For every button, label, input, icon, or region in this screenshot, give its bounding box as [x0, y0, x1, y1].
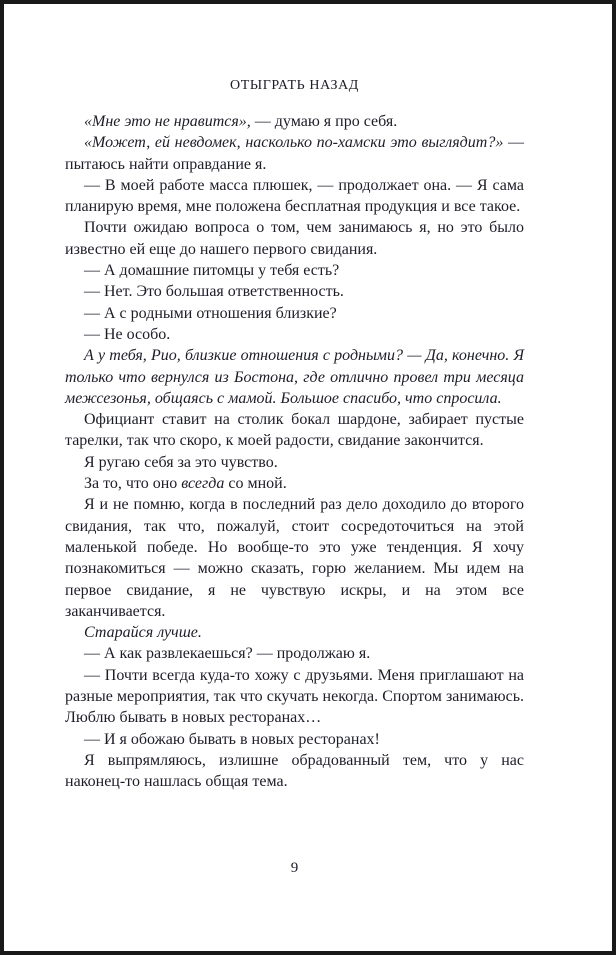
text-segment-italic: «Может, ей невдомек, насколько по-хамски это выглядит?»	[84, 134, 508, 152]
text-segment: Официант ставит на столик бокал шардоне, забирает пустые тарелки, так что скоро, к моей радости, свидание закончится.	[65, 411, 524, 450]
paragraph	[65, 665, 524, 729]
text-segment: Я и не помню, когда в последний раз дело доходило до второго свидания, так что, пожалуй, стоит сосредоточиться на этой маленькой победе. Но вообще-то это уже тенденция. Я хочу познакомиться — можно сказать, горю желанием. Мы идем на первое свидание, я не чувствую искры, и на этом все заканчивается.	[65, 496, 524, 620]
text-segment: — Не особо.	[84, 325, 171, 343]
text-segment: — Почти всегда куда-то хожу с друзьями. Меня приглашают на разные мероприятия, так что скучать некогда. Спортом занимаюсь. Люблю бывать в новых ресторанах…	[65, 666, 524, 727]
paragraph	[65, 324, 524, 345]
running-head	[65, 78, 524, 94]
page-body-text	[65, 111, 524, 793]
paragraph	[65, 345, 524, 409]
text-segment: Почти ожидаю вопроса о том, чем занимаюсь я, но это было известно ей еще до нашего первого свидания.	[65, 219, 524, 258]
paragraph	[65, 175, 524, 218]
text-segment: со мной.	[224, 475, 287, 493]
page-number: 9	[290, 860, 299, 876]
paragraph	[65, 217, 524, 260]
text-segment: — думаю я про себя.	[254, 113, 398, 130]
text-segment: — В моей работе масса плюшек, — продолжает она. — Я сама планирую время, мне положена бесплатная продукция и все такое.	[65, 176, 524, 216]
paragraph	[65, 132, 524, 175]
text-segment: — А домашние питомцы у тебя есть?	[84, 262, 340, 280]
book-title: ОТЫГРАТЬ НАЗАД	[230, 78, 359, 93]
paragraph	[65, 281, 524, 302]
text-segment: — Нет. Это большая ответственность.	[84, 283, 344, 301]
paragraph	[65, 111, 524, 132]
text-segment: Я выпрямляюсь, излишне обрадованный тем, что у нас наконец-то нашлась общая тема.	[65, 751, 524, 791]
text-segment: Я ругаю себя за это чувство.	[84, 453, 278, 471]
text-segment: За то, что оно	[84, 475, 182, 493]
text-segment-italic: всегда	[181, 475, 225, 493]
text-segment: — пытаюсь найти оправдание я.	[65, 134, 524, 173]
text-segment: — А как развлекаешься? — продолжаю я.	[84, 645, 371, 663]
paragraph	[65, 750, 524, 793]
paragraph	[65, 494, 524, 622]
paragraph	[65, 473, 524, 494]
paragraph	[65, 409, 524, 452]
text-segment: — И я обожаю бывать в новых ресторанах!	[84, 730, 380, 748]
text-segment: — А с родными отношения близкие?	[84, 304, 337, 322]
paragraph	[65, 622, 524, 643]
text-segment-italic: А у тебя, Рио, близкие отношения с родными? — Да, конечно. Я только что вернулся из Бостона, где отлично провел три месяца межсезонья, общаясь с мамой. Большое спасибо, что спросила.	[65, 347, 524, 407]
text-segment-italic: Старайся лучше.	[84, 624, 202, 642]
paragraph	[65, 643, 524, 664]
paragraph	[65, 729, 524, 750]
paragraph	[65, 303, 524, 324]
paragraph	[65, 260, 524, 281]
paragraph	[65, 452, 524, 473]
text-segment-italic: «Мне это не нравится»,	[84, 113, 255, 130]
